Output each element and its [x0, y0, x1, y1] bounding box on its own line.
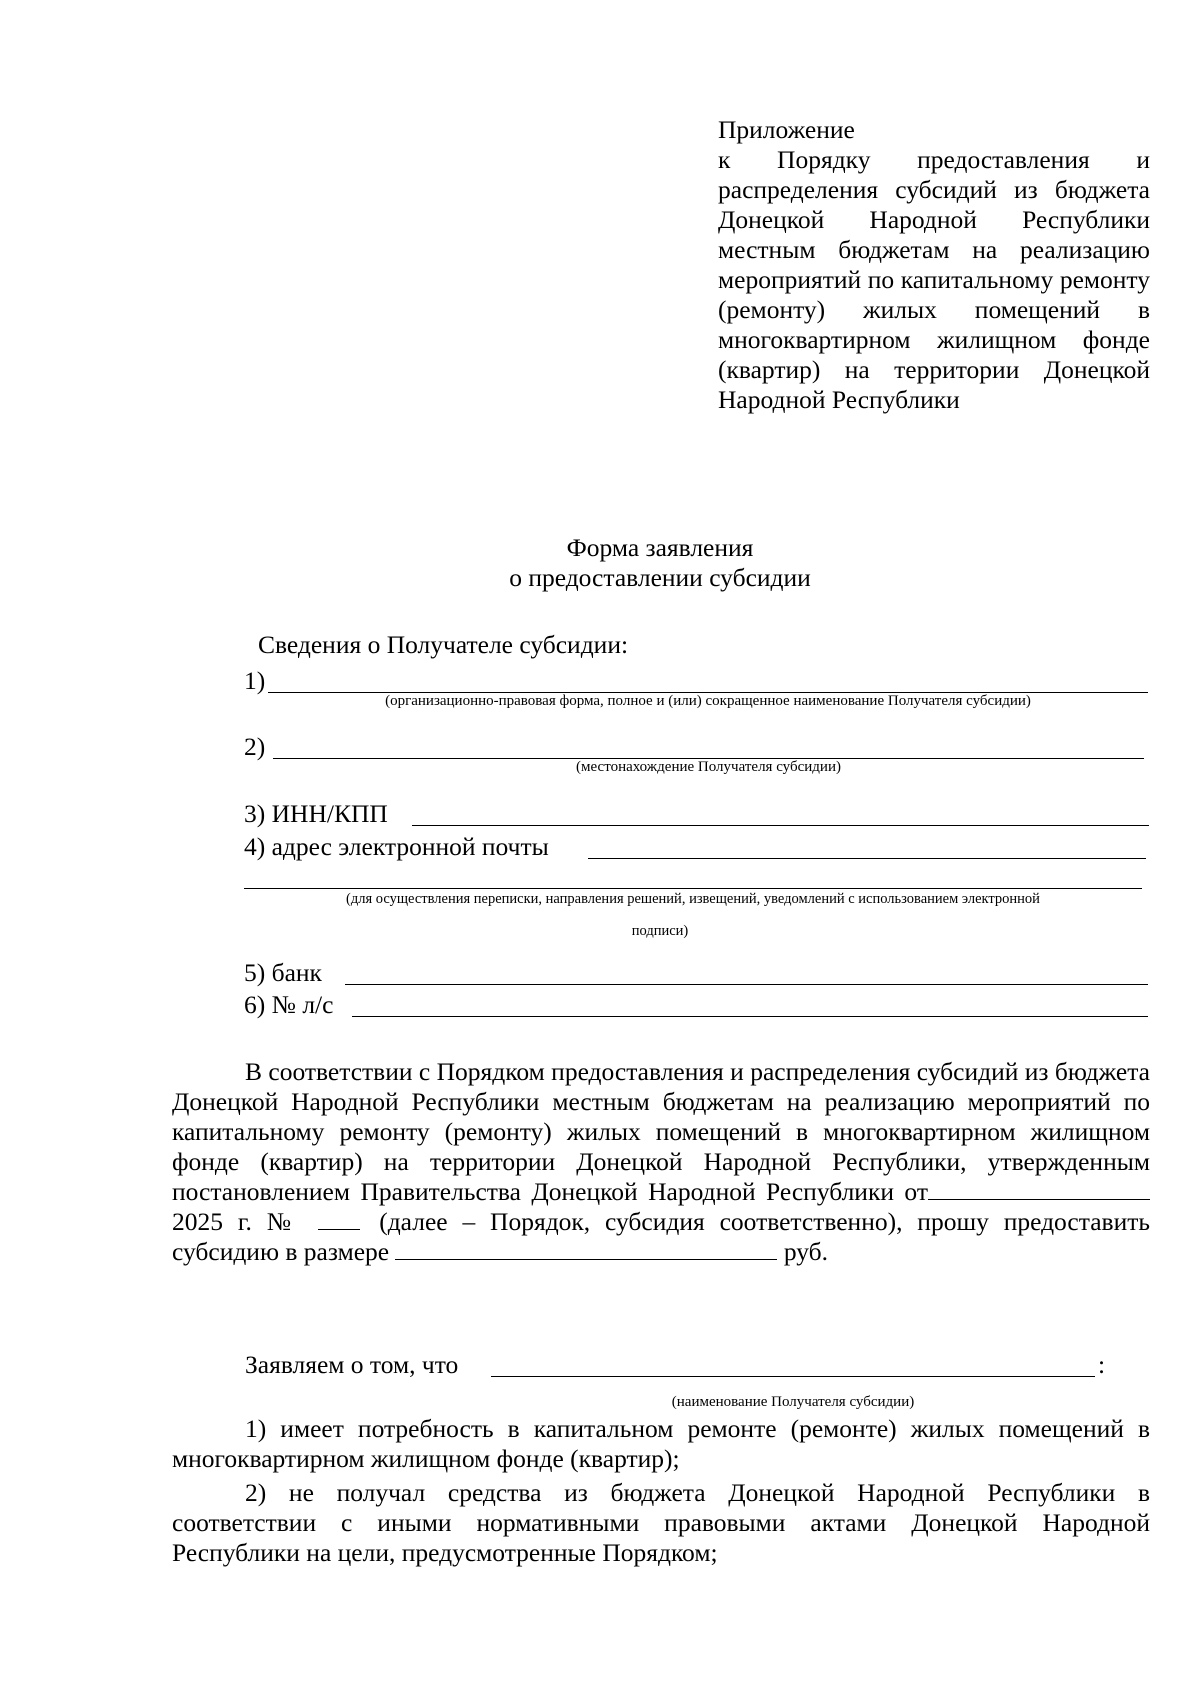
declaration-item1: 1) имеет потребность в капитальном ремонте (ремонте) жилых помещений в многоквартирном жилищном фонде (квартир); [172, 1414, 1150, 1473]
form-title [0, 533, 1200, 593]
recipient-inn-label: 3) ИНН/КПП [244, 799, 388, 828]
declaration-item2: 2) не получал средства из бюджета Донецкой Народной Республики в соответствии с иными нормативными правовыми актами Донецкой Народной Республики на цели, предусмотренные Порядком; [172, 1478, 1150, 1567]
recipient-bank-label: 5) банк [244, 958, 322, 987]
annex-text: к Порядку предоставления и распределения субсидий из бюджета Донецкой Народной Республики местным бюджетам на реализацию мероприятий по капитальному ремонту (ремонту) жилых помещений в многоквартирном жилищном фонде (квартир) на территории Донецкой Народной Республики [718, 145, 1150, 414]
form-title-line2: о предоставлении субсидии [509, 563, 811, 592]
declaration-caption: (наименование Получателя субсидии) [671, 1394, 915, 1410]
recipient-email-extra-line[interactable] [244, 888, 1142, 889]
recipient-bank-field[interactable] [345, 984, 1148, 985]
recipient-inn-field[interactable] [412, 825, 1149, 826]
annex-heading: Приложение [718, 115, 855, 144]
form-title-line1: Форма заявления [566, 533, 754, 562]
request-paragraph [172, 1057, 1150, 1267]
recipient-email-field[interactable] [588, 858, 1146, 859]
recipient-item1-label: 1) [244, 666, 266, 695]
recipient-account-label: 6) № л/с [244, 990, 334, 1019]
recipient-email-label: 4) адрес электронной почты [244, 832, 549, 861]
annex-header [718, 115, 1150, 415]
declaration-intro: Заявляем о том, что [245, 1350, 459, 1379]
decree-number-field[interactable] [318, 1229, 360, 1230]
recipient-name-caption: (организационно-правовая форма, полное и (или) сокращенное наименование Получателя субсидии) [385, 693, 1031, 709]
recipient-account-field[interactable] [352, 1016, 1148, 1017]
recipient-email-caption-2: подписи) [631, 923, 689, 939]
declaration-colon: : [1098, 1350, 1106, 1379]
recipient-location-caption: (местонахождение Получателя субсидии) [576, 759, 841, 775]
subsidy-amount-field[interactable] [395, 1259, 777, 1260]
request-text-part2: (далее – Порядок, субсидия соответственно), прошу предоставить субсидию в размере [172, 1207, 1150, 1266]
decree-date-field[interactable] [928, 1199, 1150, 1200]
request-year: 2025 г. [172, 1207, 252, 1236]
request-currency: руб. [783, 1237, 829, 1266]
request-text-part1: В соответствии с Порядком предоставления и распределения субсидий из бюджета Донецкой Народной Республики местным бюджетам на реализацию мероприятий по капитальному ремонту (ремонту) жилых помещений в многоквартирном жилищном фонде (квартир) на территории Донецкой Народной Республики, утвержденным постановлением Правительства Донецкой Народной Республики от [172, 1057, 1150, 1206]
recipient-email-caption: (для осуществления переписки, направления решений, извещений, уведомлений с использованием электронной [346, 891, 1040, 907]
recipient-heading: Сведения о Получателе субсидии: [258, 630, 629, 659]
recipient-item2-label: 2) [244, 732, 266, 761]
declaration-name-field[interactable] [491, 1376, 1095, 1377]
request-number-sign: № [266, 1207, 300, 1236]
